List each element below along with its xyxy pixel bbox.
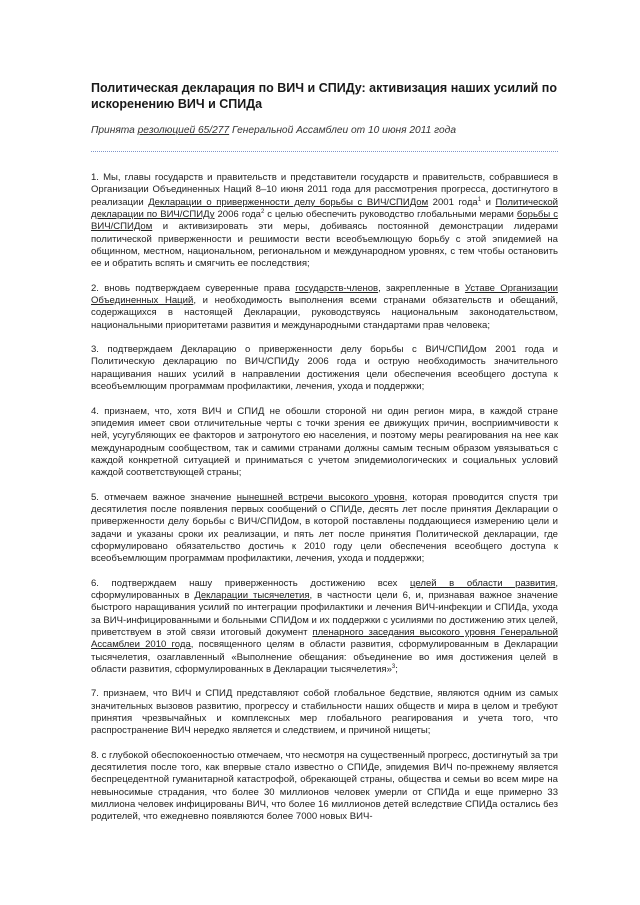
paragraph-3 bbox=[91, 344, 558, 393]
adoption-note bbox=[91, 124, 558, 138]
paragraph-text: 2001 года bbox=[428, 196, 478, 208]
paragraph-text: 1. Мы, главы государств и правительств и представители государств и правительств, собравшиеся в Организации Объединенных Наций 8–10 июня 2011 года для рассмотрения прогресса, достигнутого в реализации bbox=[91, 172, 558, 208]
paragraph-5 bbox=[91, 492, 558, 566]
paragraph-text: 7. признаем, что ВИЧ и СПИД представляют собой глобальное бедствие, являются одним из самых значительных вызовов развитию, прогрессу и стабильности наших обществ и мира в целом и требуют принятия чрезвычайных и комплексных мер глобального реагирования и учета того, что распространение ВИЧ нередко является и следствием, и причиной нищеты; bbox=[91, 688, 558, 737]
paragraph-7 bbox=[91, 688, 558, 737]
footnote-ref[interactable]: 1 bbox=[477, 196, 482, 203]
inline-link[interactable]: Декларации тысячелетия bbox=[194, 589, 310, 601]
document-page bbox=[91, 80, 558, 836]
paragraph-text: , посвященного целям в области развития, сформулированным в Декларации тысячелетия, озаглавленный «Выполнение обещания: объединение во имя достижения целей в области развития, сформулированных в Декларации тысячелетия» bbox=[91, 639, 558, 676]
paragraph-text: и активизировать эти меры, добиваясь постоянной демонстрации лидерами политической приверженности и решимости вести всеобъемлющую борьбу с этой эпидемией на общинном, местном, национальном, региональном и международном уровнях, с тем чтобы остановить ее и обратить вспять и смягчить ее последствия; bbox=[91, 221, 558, 270]
paragraph-text: 4. признаем, что, хотя ВИЧ и СПИД не обошли стороной ни один регион мира, в каждой стране эпидемия имеет свои отличительные черты с точки зрения ее движущих причин, восприимчивости к ней, усугубляющих ее факторов и затронутого ею населения, и поэтому меры реагирования на нее как международным сообществом, так и самими странами должны самым тесным образом увязываться с каждой конкретной ситуацией и приниматься с учетом эпидемиологических и социальных условий каждой соответствующей страны; bbox=[91, 405, 558, 479]
paragraph-1 bbox=[91, 172, 558, 271]
document-title: Политическая декларация по ВИЧ и СПИДу: активизация наших усилий по искоренению ВИЧ и СПИДа bbox=[91, 81, 557, 111]
adoption-prefix: Принята bbox=[91, 125, 138, 136]
footnote-ref[interactable]: 3 bbox=[391, 663, 396, 670]
paragraph-text: с целью обеспечить руководство глобальными мерами bbox=[264, 209, 517, 221]
paragraph-text: , сформулированных в bbox=[91, 577, 558, 601]
paragraph-text: , которая проводится спустя три десятилетия после появления первых сообщений о СПИДе, десять лет после принятия Декларации о приверженности делу борьбы с ВИЧ/СПИДом, в которой поставлены поддающиеся измерению цели и задачи и указаны сроки их реализации, и пять лет после принятия Политической декларации, где сформулировано обязательство достичь к 2010 году цели обеспечения всеобщего доступа к всеобъемлющим программам профилактики, лечения, ухода и поддержки; bbox=[91, 491, 558, 565]
inline-link[interactable]: пленарного заседания высокого уровня Генеральной Ассамблеи 2010 года bbox=[91, 627, 559, 651]
inline-link[interactable]: Уставе Организации Объединенных Наций bbox=[91, 282, 558, 307]
footnote-ref[interactable]: 2 bbox=[260, 208, 265, 215]
paragraph-8 bbox=[91, 750, 558, 824]
adoption-suffix: Генеральной Ассамблеи от 10 июня 2011 года bbox=[229, 125, 456, 136]
paragraph-text: 2. вновь подтверждаем суверенные права bbox=[91, 282, 296, 294]
paragraph-text: 6. подтверждаем нашу приверженность достижению всех bbox=[91, 577, 411, 589]
paragraph-text: и bbox=[481, 196, 496, 208]
document-body bbox=[91, 172, 558, 824]
inline-link[interactable]: государств-членов bbox=[295, 282, 379, 294]
paragraph-text: 3. подтверждаем Декларацию о приверженности делу борьбы с ВИЧ/СПИДом 2001 года и Политическую декларацию по ВИЧ/СПИДу 2006 года и острую необходимость значительного наращивания наших усилий в направлении достижения цели обеспечения всеобщего доступа к всеобъемлющим программам профилактики, лечения, ухода и поддержки; bbox=[91, 344, 558, 393]
paragraph-text: 8. с глубокой обеспокоенностью отмечаем, что несмотря на существенный прогресс, достигнутый за три десятилетия после того, как впервые стало известно о СПИДе, эпидемия ВИЧ по-прежнему является беспрецедентной гуманитарной катастрофой, обрекающей страны, общества и семьи во всем мире на невыносимые страдания, что более 30 миллионов человек умерли от СПИДа и еще примерно 33 миллиона человек инфицированы ВИЧ, что более 16 миллионов детей вследствие СПИДа остались без родителей, что ежедневно появляются более 7000 новых ВИЧ- bbox=[91, 749, 558, 823]
paragraph-text: ; bbox=[395, 664, 398, 676]
paragraph-text: , закрепленные в bbox=[378, 282, 465, 294]
paragraph-6 bbox=[91, 578, 558, 677]
dotted-divider bbox=[91, 151, 558, 152]
inline-link[interactable]: борьбы с ВИЧ/СПИДом bbox=[91, 209, 558, 233]
paragraph-text: , и необходимость выполнения всеми странами обязательств и обещаний, содержащихся в настоящей Декларации, руководствуясь национальным законодательством, национальными приоритетами развития и международными стандартами прав человека; bbox=[91, 295, 558, 331]
inline-link[interactable]: целей в области развития bbox=[410, 577, 556, 589]
inline-link[interactable]: Политической декларации по ВИЧ/СПИДу bbox=[91, 196, 558, 221]
inline-link[interactable]: Декларации о приверженности делу борьбы с ВИЧ/СПИДом bbox=[148, 196, 429, 208]
paragraph-text: 2006 года bbox=[214, 209, 261, 221]
paragraph-4 bbox=[91, 406, 558, 480]
resolution-link[interactable]: резолюцией 65/277 bbox=[137, 125, 230, 136]
paragraph-2 bbox=[91, 283, 558, 332]
paragraph-text: , в частности цели 6, и, признавая важное значение быстрого наращивания усилий по интеграции профилактики и лечения ВИЧ-инфекции и СПИДа, ухода за ВИЧ-инфицированными и больными СПИДом и их поддержки с усилиями по достижению этих целей, приветствуем в этой связи итоговый документ bbox=[91, 589, 558, 638]
paragraph-text: 5. отмечаем важное значение bbox=[91, 491, 237, 503]
inline-link[interactable]: нынешней встречи высокого уровня bbox=[236, 491, 405, 503]
